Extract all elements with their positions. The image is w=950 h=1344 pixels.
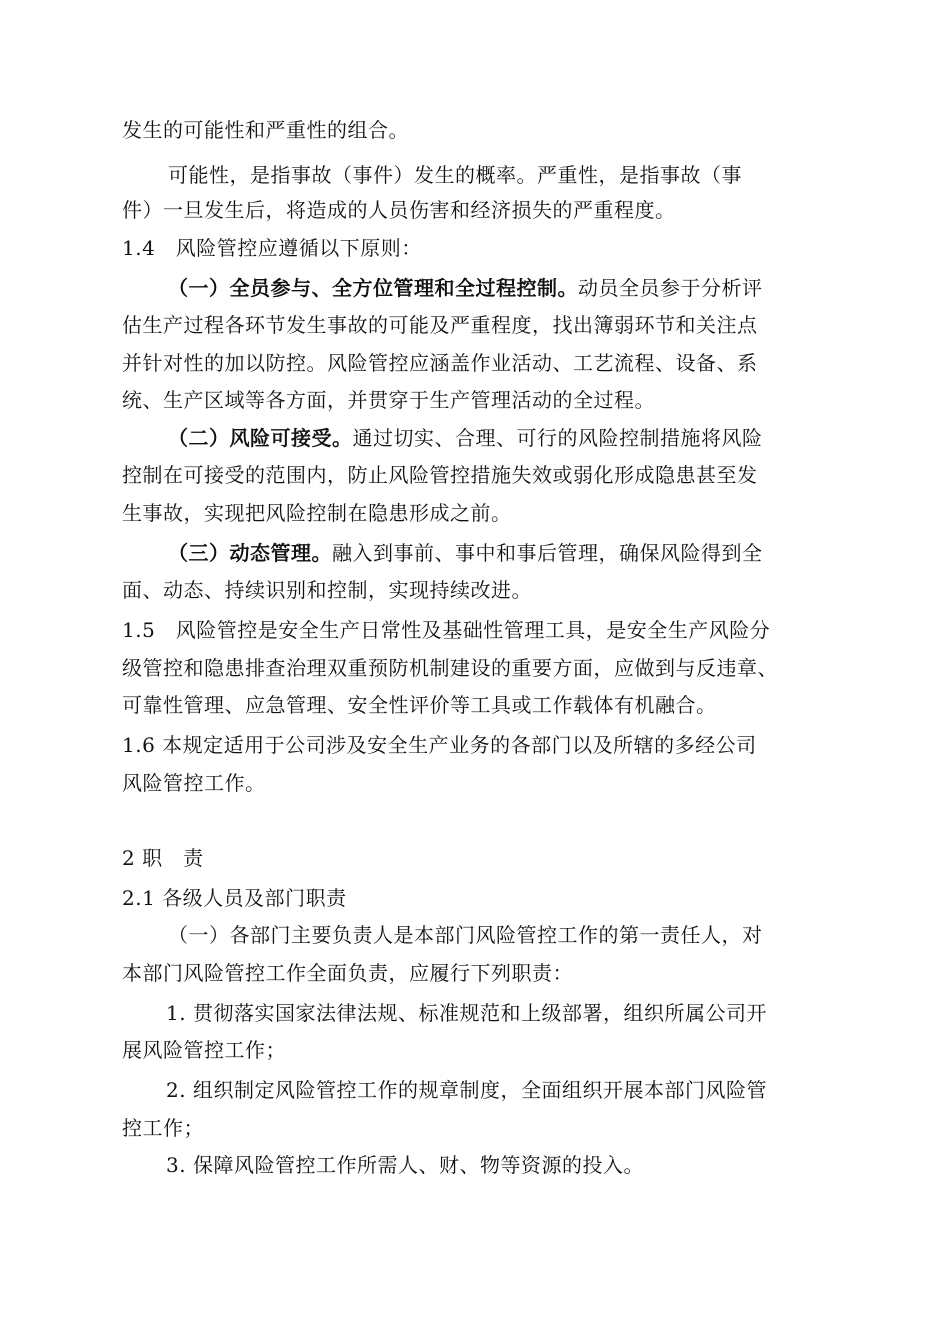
- para-line: 风险管控工作。: [122, 771, 266, 795]
- para-line: 件）一旦发生后，将造成的人员伤害和经济损失的严重程度。: [122, 198, 676, 222]
- list-item-3: 3. 保障风险管控工作所需人、财、物等资源的投入。: [166, 1153, 644, 1177]
- para-line: 并针对性的加以防控。风险管控应涵盖作业活动、工艺流程、设备、系: [122, 351, 758, 375]
- section-1-5: 1.5 风险管控是安全生产日常性及基础性管理工具，是安全生产风险分: [122, 618, 771, 642]
- para-line: 控工作；: [122, 1116, 204, 1140]
- para-line: 统、生产区域等各方面，并贯穿于生产管理活动的全过程。: [122, 388, 655, 412]
- para-line: [168, 276, 763, 304]
- principle-3-heading: （三）动态管理。: [168, 541, 332, 565]
- para-line: 级管控和隐患排查治理双重预防机制建设的重要方面，应做到与反违章、: [122, 656, 778, 680]
- para-line: 展风险管控工作；: [122, 1038, 286, 1062]
- principle-3-text: 融入到事前、事中和事后管理，确保风险得到全: [332, 541, 763, 565]
- section-1-6: 1.6 本规定适用于公司涉及安全生产业务的各部门以及所辖的多经公司: [122, 733, 757, 757]
- para-line: 发生的可能性和严重性的组合。: [122, 118, 409, 142]
- para-line: 生事故，实现把风险控制在隐患形成之前。: [122, 501, 512, 525]
- principle-2-heading: （二）风险可接受。: [168, 426, 353, 450]
- principle-2-text: 通过切实、合理、可行的风险控制措施将风险: [352, 426, 763, 450]
- section-2-heading: 2 职 责: [122, 846, 204, 870]
- para-line: 本部门风险管控工作全面负责，应履行下列职责：: [122, 961, 573, 985]
- section-1-4: 1.4 风险管控应遵循以下原则：: [122, 236, 422, 260]
- para-line: 估生产过程各环节发生事故的可能及严重程度，找出簿弱环节和关注点: [122, 313, 758, 337]
- para-line: 控制在可接受的范围内，防止风险管控措施失效或弱化形成隐患甚至发: [122, 463, 758, 487]
- para-line: [168, 426, 763, 454]
- section-2-1: 2.1 各级人员及部门职责: [122, 886, 347, 910]
- para-line: 可能性，是指事故（事件）发生的概率。严重性，是指事故（事: [168, 163, 742, 187]
- principle-1-text: 动员全员参于分析评: [578, 276, 763, 300]
- list-item-2: 2. 组织制定风险管控工作的规章制度，全面组织开展本部门风险管: [166, 1078, 767, 1102]
- para-line: （一）各部门主要负责人是本部门风险管控工作的第一责任人，对: [168, 923, 763, 947]
- para-line: [168, 541, 763, 569]
- para-line: 可靠性管理、应急管理、安全性评价等工具或工作载体有机融合。: [122, 693, 717, 717]
- principle-1-heading: （一）全员参与、全方位管理和全过程控制。: [168, 276, 578, 300]
- list-item-1: 1. 贯彻落实国家法律法规、标准规范和上级部署，组织所属公司开: [166, 1001, 767, 1025]
- para-line: 面、动态、持续识别和控制，实现持续改进。: [122, 578, 532, 602]
